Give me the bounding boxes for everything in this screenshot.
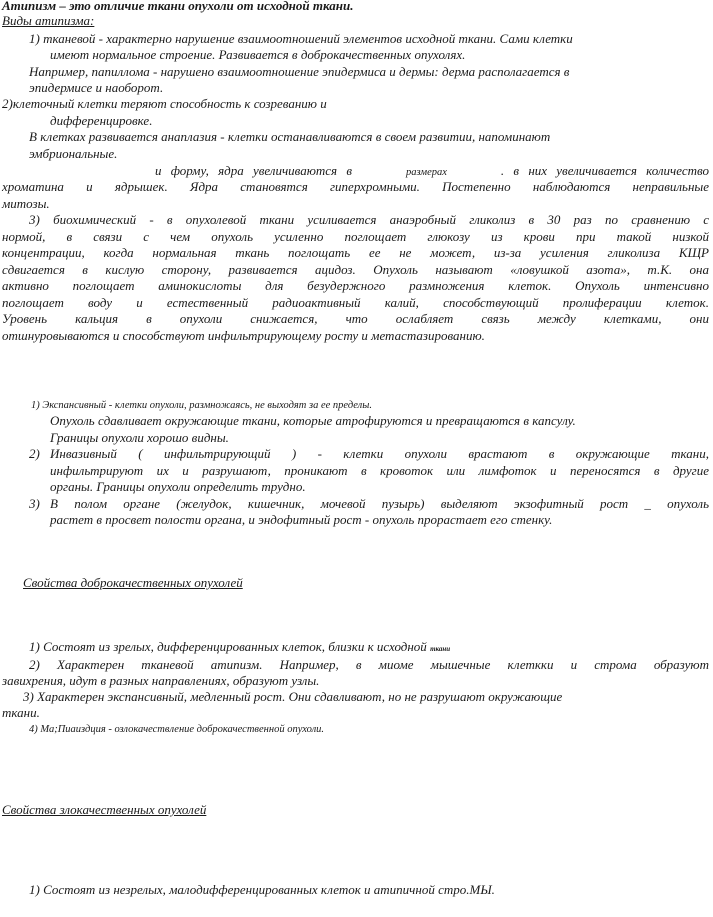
benign-line: 3) Характерен экспансивный, медленный рост. Они сдавливают, но не разрушают окружающие (23, 689, 563, 704)
benign-line: ткани. (2, 705, 40, 720)
paragraph-line: концентрации, когда нормальная ткань поглощать ее не может, из-за усиления гликолиза КЩР (2, 245, 709, 260)
growth-line: 1) Экспансивный - клетки опухоли, размножаясь, не выходят за ее пределы. (31, 400, 372, 411)
paragraph-line: нормой, в связи с чем опухоль усиленно поглощает глюкозу из крови при такой низкой (2, 229, 709, 244)
paragraph-line: 3) биохимический - в опухолевой ткани усиливается анаэробный гликолиз в 30 раз по сравнению с (29, 212, 709, 227)
growth-line: органы. Границы опухоли определить трудно. (50, 479, 306, 494)
paragraph-line: эмбриональные. (29, 146, 118, 161)
benign-line: завихрения, идут в разных направлениях, образуют узлы. (2, 673, 320, 688)
paragraph-line: Например, папиллома - нарушено взаимоотношение эпидермиса и дермы: дерма располагается в (29, 64, 570, 79)
small-text-fragment: размерах (406, 167, 447, 178)
text-fragment: . в них увеличивается количество (500, 163, 709, 178)
growth-line: растет в просвет полости органа, и эндофитный рост - опухоль прорастает его стенку. (50, 512, 553, 527)
growth-line: В полом органе (желудок, кишечник, мочевой пузырь) выделяют экзофитный рост _ опухоль (50, 496, 709, 511)
small-text-fragment: ткани (430, 645, 451, 653)
benign-line: 4) Ма;Пиаиздция - озлокачествление доброкачественной опухоли. (29, 724, 325, 735)
text-fragment: и форму, ядра увеличиваются в (155, 163, 352, 178)
malignant-line: 1) Состоят из незрелых, малодифференцированных клеток и атипичной стро.МЫ. (29, 882, 495, 897)
paragraph-line: поглощает воду и естественный радиоактивный калий, способствующий пролиферации клеток. (2, 295, 709, 310)
list-number: 3) (29, 496, 40, 511)
growth-line: Границы опухоли хорошо видны. (50, 430, 229, 445)
malignant-heading: Свойства злокачественных опухолей (2, 802, 207, 817)
paragraph-line: имеют нормальное строение. Развивается в доброкачественных опухолях. (50, 47, 466, 62)
types-heading: Виды атипизма: (2, 13, 95, 28)
paragraph-line: дифференцировке. (50, 113, 153, 128)
paragraph-line: Уровень кальция в опухоли снижается, что ослабляет связь между клетками, они (2, 311, 709, 326)
benign-line (29, 639, 450, 657)
paragraph-line: отшнуровываются и способствуют инфильтрирующему росту и метастазированию. (2, 328, 485, 343)
paragraph-line: 2)клеточный клетки теряют способность к созреванию и (2, 96, 327, 111)
paragraph-line: активно поглощает аминокислоты для безудержного размножения клеток. Опухоль интенсивно (2, 278, 709, 293)
text-fragment: 1) Состоят из зрелых, дифференцированных клеток, близки к исходной (29, 639, 427, 654)
paragraph-line: сдвигается в кислую сторону, развивается ацидоз. Опухоль называют «ловушкой азота», т.К. она (2, 262, 709, 277)
growth-line: Инвазивный ( инфильтрирующий ) - клетки опухоли врастают в окружающие ткани, (50, 446, 709, 461)
growth-line: инфильтрируют их и разрушают, проникают в кровоток или лимфоток и переносятся в другие (50, 463, 709, 478)
paragraph-line: хроматина и ядрышек. Ядра становятся гиперхромными. Постепенно наблюдаются неправильные (2, 179, 709, 194)
benign-line: 2) Характерен тканевой атипизм. Например, в миоме мышечные клеткки и строма образуют (29, 657, 709, 672)
paragraph-line: 1) тканевой - характерно нарушение взаимоотношений элементов исходной ткани. Сами клетки (29, 31, 573, 46)
benign-heading: Свойства доброкачественных опухолей (23, 575, 243, 590)
paragraph-line: эпидермисе и наоборот. (29, 80, 164, 95)
page-title: Атипизм – это отличие ткани опухоли от исходной ткани. (2, 0, 354, 13)
paragraph-line: В клетках развивается анаплазия - клетки останавливаются в своем развитии, напоминают (29, 129, 551, 144)
growth-line: Опухоль сдавливает окружающие ткани, которые атрофируются и превращаются в капсулу. (50, 413, 576, 428)
list-number: 2) (29, 446, 40, 461)
paragraph-line: митозы. (2, 196, 50, 211)
